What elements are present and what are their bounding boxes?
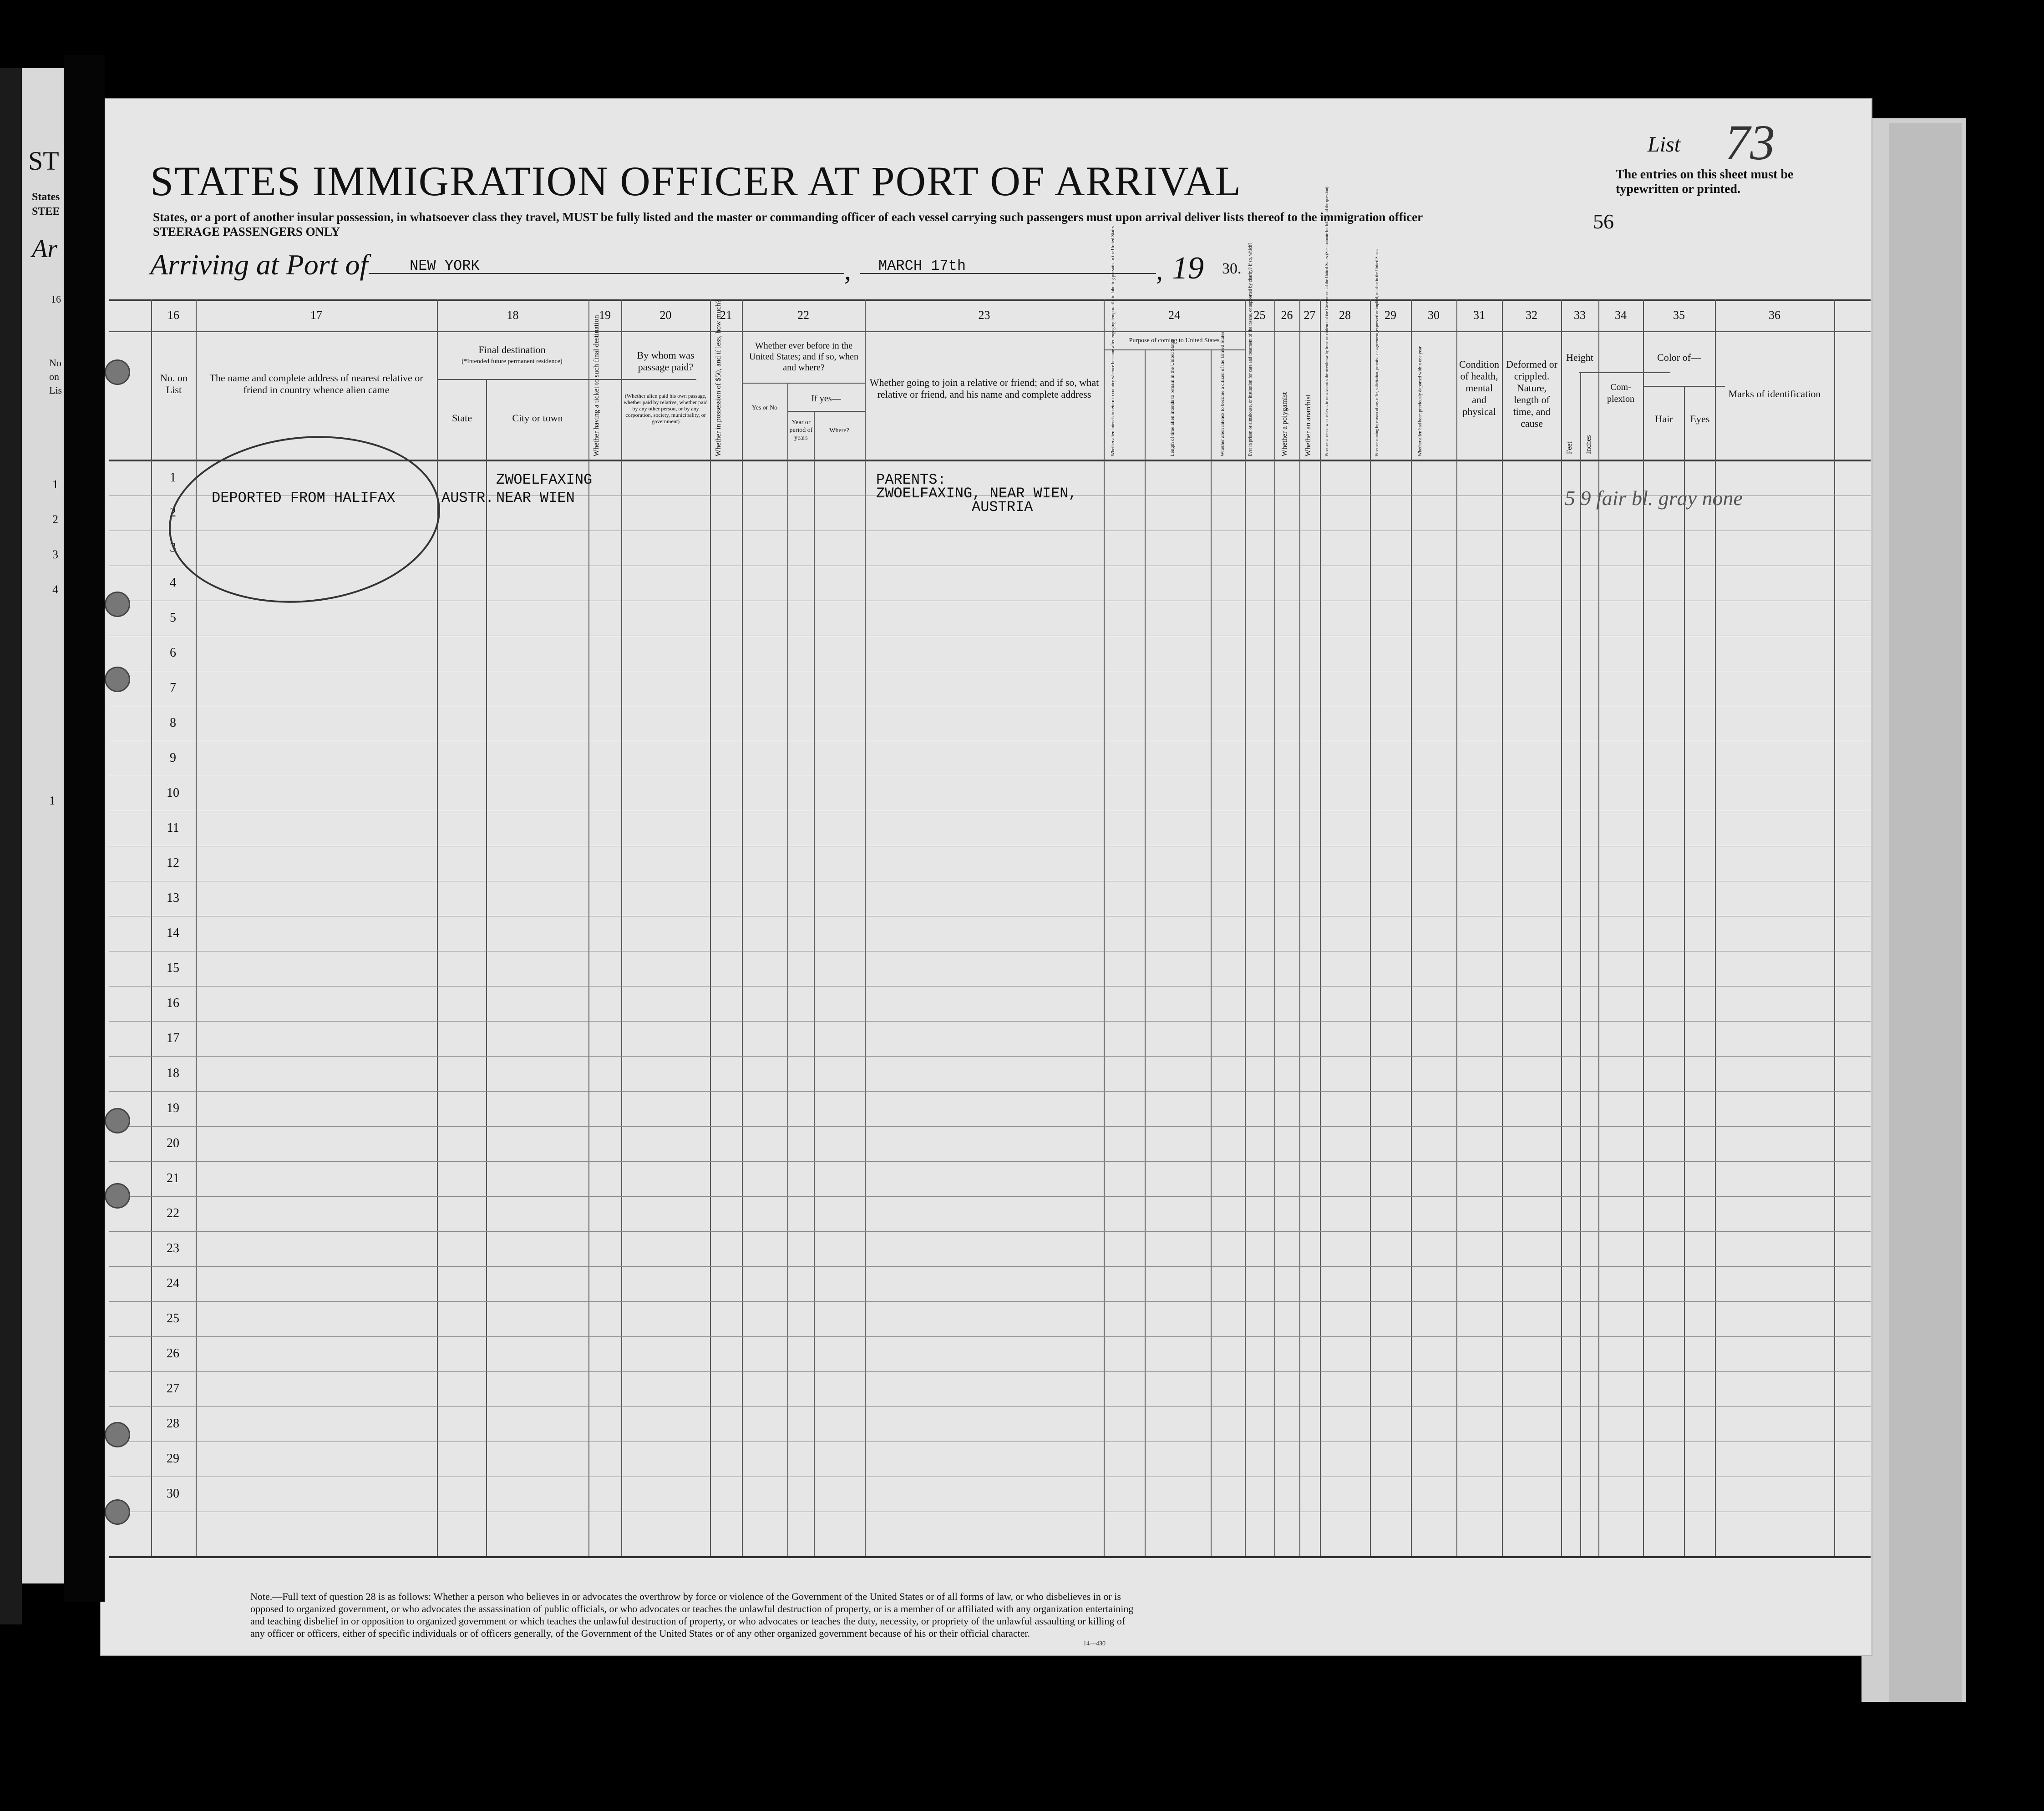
punch-hole xyxy=(105,1422,130,1447)
comma-mark-2: , xyxy=(1156,255,1163,285)
row-line xyxy=(109,1196,1871,1197)
header-height: Height xyxy=(1566,352,1593,363)
row-number: 27 xyxy=(167,1381,179,1396)
col-number-32: 32 xyxy=(1526,309,1537,322)
row-number: 26 xyxy=(167,1346,179,1361)
form-number: 14—430 xyxy=(1083,1640,1106,1647)
col-number-36: 36 xyxy=(1769,309,1780,322)
header-final-destination-note: (*Intended future permanent residence) xyxy=(462,358,563,365)
row-line xyxy=(109,1161,1871,1162)
header-nearest-relative: The name and complete address of nearest relative or friend in country whence alien came xyxy=(209,372,423,395)
col-number-34: 34 xyxy=(1615,309,1627,322)
next-page-edge-2 xyxy=(1889,123,1962,1702)
col-number-24: 24 xyxy=(1168,309,1180,322)
prev-page-states-fragment: States xyxy=(32,191,60,203)
ever-before-sub-border xyxy=(742,383,865,384)
col-border-22b xyxy=(787,383,788,1556)
header-prison: Ever in prison or almshouse, or institution for care and treatment of the insane, or supported by charity? If so, which? xyxy=(1248,243,1253,456)
punch-hole xyxy=(105,592,130,617)
arriving-label: Arriving at Port of xyxy=(150,248,368,281)
prev-page-row4: 4 xyxy=(52,583,58,596)
header-deformed: Deformed or crippled. Nature, length of time, and cause xyxy=(1506,359,1557,429)
col-border-26 xyxy=(1274,299,1275,1556)
col-border-33a xyxy=(1561,299,1562,1556)
prev-page-on-fragment: on xyxy=(49,371,59,382)
entry-join-line3: AUSTRIA xyxy=(972,499,1033,516)
prev-page-row3: 3 xyxy=(52,548,58,561)
row-number: 20 xyxy=(167,1136,179,1150)
col-number-30: 30 xyxy=(1428,309,1440,322)
col-number-22: 22 xyxy=(797,309,809,322)
col-number-25: 25 xyxy=(1253,309,1266,322)
col-number-23: 23 xyxy=(978,309,990,322)
row-line xyxy=(109,1406,1871,1407)
prev-page-title-fragment: ST xyxy=(28,146,59,176)
header-ever-before: Whether ever before in the United States; and if so, when and where? xyxy=(749,341,858,373)
col-border-23 xyxy=(865,299,866,1556)
row-number: 17 xyxy=(167,1031,179,1045)
row-line xyxy=(109,1336,1871,1337)
col-number-29: 29 xyxy=(1385,309,1396,322)
header-hair: Hair xyxy=(1655,413,1673,425)
row-number: 4 xyxy=(170,576,176,590)
punch-hole xyxy=(105,1108,130,1133)
header-condition: Condition of health, mental and physical xyxy=(1459,359,1499,417)
col-number-26: 26 xyxy=(1281,309,1293,322)
col-number-17: 17 xyxy=(310,309,322,322)
table-bottom-border xyxy=(109,1556,1871,1558)
col-number-20: 20 xyxy=(659,309,672,322)
row-number: 5 xyxy=(170,611,176,625)
col-number-33: 33 xyxy=(1574,309,1586,322)
col-border-18a xyxy=(437,299,438,1556)
col-border-31 xyxy=(1456,299,1457,1556)
row-line xyxy=(109,1091,1871,1092)
left-edge-shadow xyxy=(0,68,22,1624)
header-passage-paid-note: (Whether alien paid his own passage, whether paid by relative, whether paid by any other person, or by any corporation, society, municipality, or government) xyxy=(624,393,708,425)
col-number-16: 16 xyxy=(167,309,179,322)
row-line xyxy=(109,1301,1871,1302)
col-border-24a xyxy=(1104,299,1105,1556)
col-border-18b xyxy=(486,379,487,1556)
col-number-27: 27 xyxy=(1303,309,1316,322)
row-number: 10 xyxy=(167,786,179,800)
row-line xyxy=(109,1056,1871,1057)
row-number: 22 xyxy=(167,1206,179,1220)
col-number-18: 18 xyxy=(507,309,519,322)
header-year-period: Year or period of years xyxy=(789,419,813,441)
header-passage-paid: By whom was passage paid? xyxy=(637,349,695,373)
row-number: 14 xyxy=(167,926,179,940)
prev-page-row10: 1 xyxy=(49,794,55,807)
handwritten-list-number: 73 xyxy=(1725,115,1775,170)
row-number: 6 xyxy=(170,646,176,660)
row-number: 16 xyxy=(167,996,179,1010)
row-number: 23 xyxy=(167,1241,179,1255)
port-value: NEW YORK xyxy=(410,258,480,274)
row-number: 15 xyxy=(167,961,179,975)
col-border-27 xyxy=(1299,299,1300,1556)
col-border-28 xyxy=(1320,299,1321,1556)
entry-join-line2: ZWOELFAXING, NEAR WIEN, xyxy=(876,485,1077,502)
header-purpose-b: Length of time alien intends to remain in the United States xyxy=(1170,339,1175,456)
header-inches: Inches xyxy=(1585,435,1593,454)
footnote-question-28: Note.—Full text of question 28 is as follows: Whether a person who believes in or advocates the overthrow by force or violence of the Government of the United States or of all forms of law, or who disbelieves in or is opposed to organized government, or who advocates the assassination of public officials, or who advocates or teaches the unlawful destruction of property, or is a member of or affiliated with any organization entertaining and teaching disbelief in or opposition to organized government or which teaches the unlawful destruction of property, or who advocates or teaches the duty, necessity, or propriety of the unlawful assaulting or killing of any officer or officers, either of specific individuals or of officers generally, of the Government of the United States or of any other organized government because of his or their official character. xyxy=(250,1591,1134,1639)
col-number-35: 35 xyxy=(1673,309,1685,322)
entry-state: AUSTR. xyxy=(441,490,494,506)
row-number: 7 xyxy=(170,681,176,695)
row-line xyxy=(109,1021,1871,1022)
entry-join-line1: PARENTS: xyxy=(876,471,946,488)
sheet-number: 56 xyxy=(1593,210,1614,233)
header-anarchist: Whether an anarchist xyxy=(1304,395,1312,456)
header-color-of: Color of— xyxy=(1657,352,1701,363)
row-number: 18 xyxy=(167,1066,179,1080)
header-city-or-town: City or town xyxy=(512,412,563,424)
row-number: 25 xyxy=(167,1311,179,1325)
row-number: 30 xyxy=(167,1487,179,1501)
col-border-16 xyxy=(151,299,152,1556)
col-border-35b xyxy=(1684,386,1685,1556)
punch-hole xyxy=(105,1499,130,1525)
entry-relative: DEPORTED FROM HALIFAX xyxy=(212,490,396,506)
col-border-29 xyxy=(1370,299,1371,1556)
prev-page-arriving-fragment: Ar xyxy=(32,235,57,263)
col-border-20 xyxy=(621,299,622,1556)
year-suffix: 30. xyxy=(1222,260,1242,277)
prev-page-no-fragment: No xyxy=(49,357,61,369)
row-line xyxy=(109,1126,1871,1127)
col-number-19: 19 xyxy=(599,309,611,322)
header-money: Whether in possession of $50, and if less, how much? xyxy=(715,299,722,456)
header-q28: Whether a person who believes in or advocates the overthrow by force or violence of the Government of the United States (See footnote for full text of the question) xyxy=(1324,187,1329,456)
header-marks: Marks of identification xyxy=(1728,388,1821,400)
row-number: 21 xyxy=(167,1171,179,1185)
row-number: 13 xyxy=(167,891,179,905)
page-title: STATES IMMIGRATION OFFICER AT PORT OF ARRIVAL xyxy=(150,158,1242,204)
steerage-passengers-line: STEERAGE PASSENGERS ONLY xyxy=(153,225,340,238)
col-border-end xyxy=(1834,299,1835,1556)
prev-page-col16-fragment: 16 xyxy=(51,293,61,305)
header-complexion: Com-plexion xyxy=(1607,382,1634,404)
header-purpose-c: Whether alien intends to become a citizen of the United States xyxy=(1220,331,1225,456)
row-number: 3 xyxy=(170,541,176,555)
row-line xyxy=(109,1371,1871,1372)
row-number: 11 xyxy=(167,821,179,835)
row-number: 9 xyxy=(170,751,176,765)
typewritten-note: The entries on this sheet must be typewritten or printed. xyxy=(1616,167,1794,196)
header-where: Where? xyxy=(829,427,849,434)
punch-hole xyxy=(105,359,130,385)
row-number: 29 xyxy=(167,1452,179,1466)
date-value: MARCH 17th xyxy=(878,258,966,274)
row-number: 19 xyxy=(167,1101,179,1115)
col-border-21 xyxy=(710,299,711,1556)
col-border-33b xyxy=(1580,372,1581,1556)
book-binding xyxy=(64,55,105,1602)
header-join-relative: Whether going to join a relative or friend; and if so, what relative or friend, and his name and complete address xyxy=(869,377,1099,400)
entry-city-line1: ZWOELFAXING xyxy=(496,471,593,488)
comma-mark: , xyxy=(844,255,851,285)
header-feet: Feet xyxy=(1566,441,1573,454)
destination-sub-border xyxy=(437,379,696,380)
row-line xyxy=(109,1266,1871,1267)
entry-city-line2: NEAR WIEN xyxy=(496,490,575,506)
row-number: 28 xyxy=(167,1416,179,1431)
punch-hole xyxy=(105,1183,130,1209)
list-label: List xyxy=(1648,132,1681,157)
col-border-25 xyxy=(1245,299,1246,1556)
entry-handwritten-description: 5 9 fair bl. gray none xyxy=(1565,486,1743,510)
row-number: 1 xyxy=(170,470,176,485)
header-yes-no: Yes or No xyxy=(751,405,778,411)
col-border-22c xyxy=(814,411,815,1556)
row-number: 8 xyxy=(170,716,176,730)
header-purpose: Purpose of coming to United States xyxy=(1129,337,1220,344)
header-if-yes: If yes— xyxy=(811,394,841,404)
col-border-30 xyxy=(1411,299,1412,1556)
header-final-destination: Final destination xyxy=(478,344,546,355)
row-number: 12 xyxy=(167,856,179,870)
header-no-on-list: No. on List xyxy=(160,372,188,395)
prev-page-list-fragment: Lis xyxy=(49,384,62,396)
header-polygamist: Whether a polygamist xyxy=(1281,392,1288,456)
if-yes-sub-border xyxy=(787,411,865,412)
col-border-32 xyxy=(1502,299,1503,1556)
col-number-28: 28 xyxy=(1339,309,1351,322)
punch-hole xyxy=(105,667,130,692)
row-number: 2 xyxy=(170,506,176,520)
col-border-22a xyxy=(742,299,743,1556)
header-purpose-a: Whether alien intends to return to country whence he came after engaging temporarily in laboring pursuits in the United States xyxy=(1111,226,1116,456)
column-number-row-border xyxy=(109,331,1871,332)
col-number-21: 21 xyxy=(720,309,732,322)
col-number-31: 31 xyxy=(1473,309,1485,322)
header-q29: Whether coming by reason of any offer, solicitation, promise, or agreement, expressed or implied, to labor in the United States xyxy=(1375,249,1379,456)
row-number: 24 xyxy=(167,1276,179,1290)
law-instruction-line: States, or a port of another insular possession, in whatsoever class they travel, MUST be fully listed and the master or commanding officer of each vessel carrying such passengers must upon arrival deliver lists thereof to the immigration officer xyxy=(153,210,1423,224)
row-line xyxy=(109,1231,1871,1232)
header-q30: Whether alien had been previously deported within one year xyxy=(1418,346,1423,456)
header-ticket: Whether having a ticket to such final destination xyxy=(593,315,600,456)
header-state: State xyxy=(452,412,472,424)
prev-page-row1: 1 xyxy=(52,478,58,491)
height-sub-border xyxy=(1579,372,1670,373)
header-eyes: Eyes xyxy=(1690,413,1710,425)
prev-page-row2: 2 xyxy=(52,513,58,526)
year-prefix: 19 xyxy=(1172,251,1204,286)
prev-page-steerage-fragment: STEE xyxy=(32,206,60,218)
table-top-border xyxy=(109,299,1871,301)
